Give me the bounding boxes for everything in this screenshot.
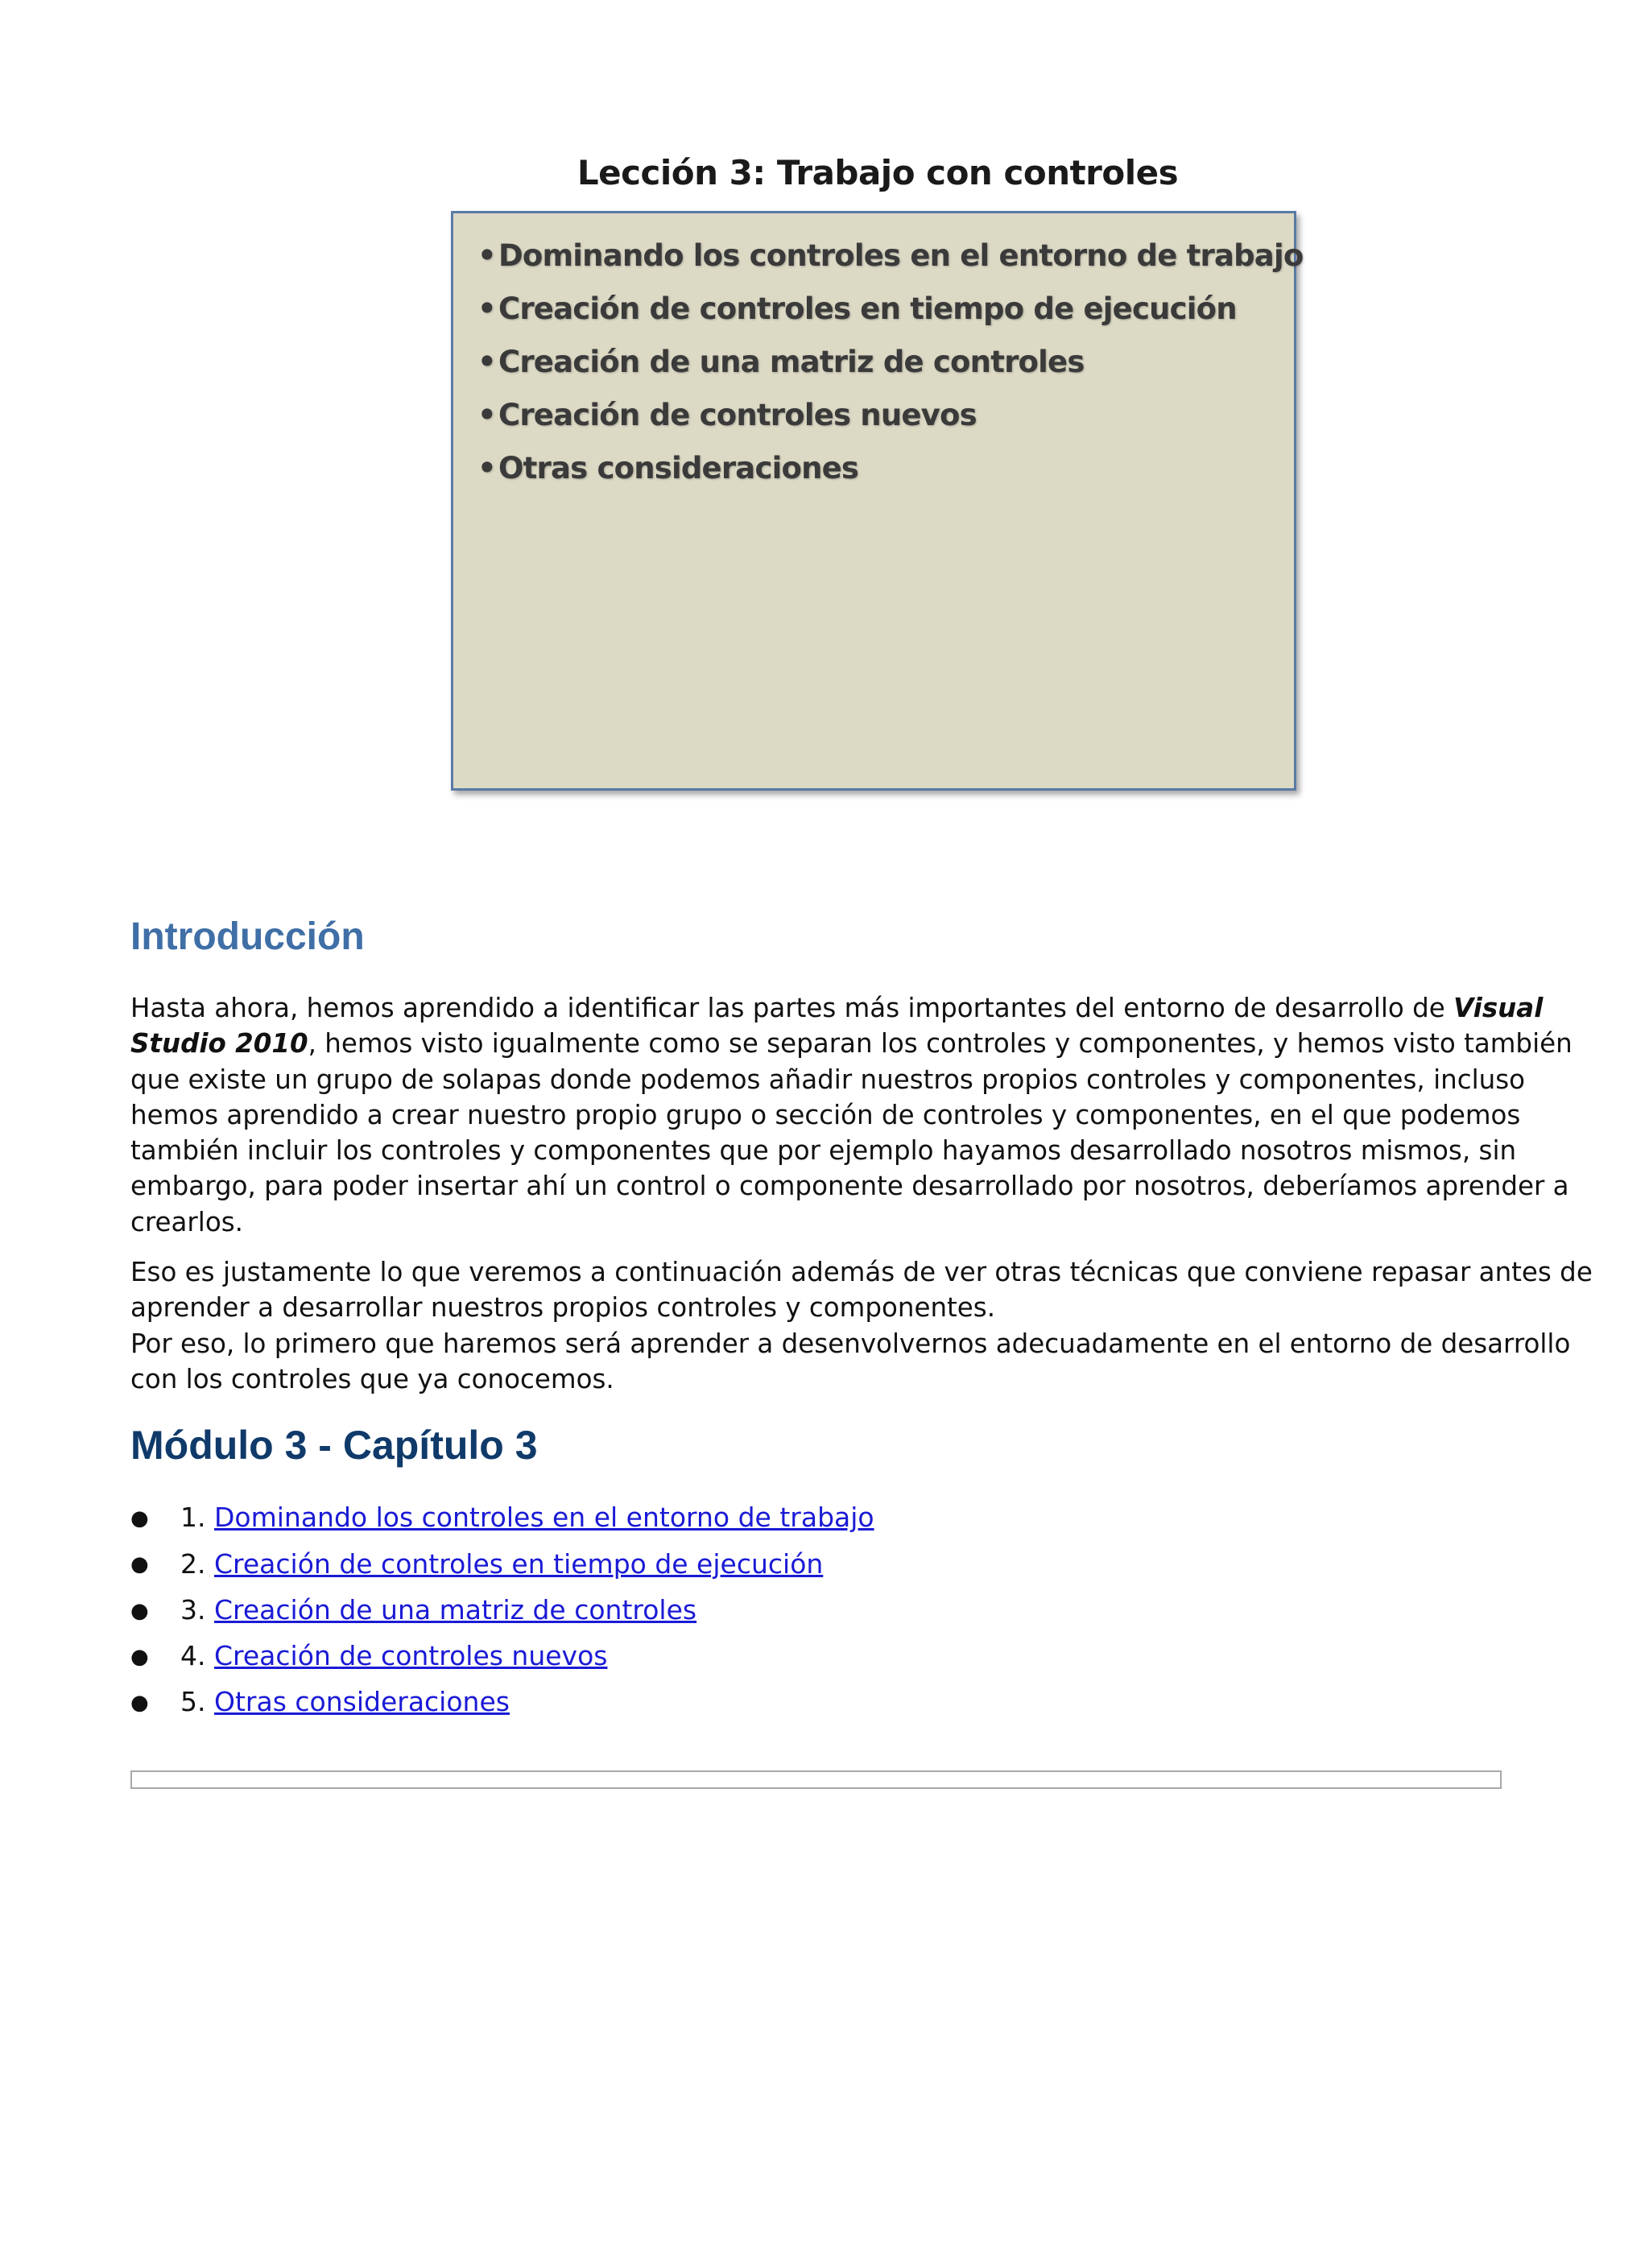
toc-item: [130, 1588, 1612, 1634]
toc-item: [130, 1679, 1612, 1725]
lesson-slide-item-label: Creación de una matriz de controles: [498, 345, 1085, 379]
lesson-slide-item-label: Otras consideraciones: [498, 451, 859, 485]
bullet-icon: ●: [130, 1691, 149, 1716]
toc-link[interactable]: Otras consideraciones: [214, 1686, 510, 1718]
lesson-slide-item-label: Dominando los controles en el entorno de trabajo: [498, 238, 1304, 273]
lesson-slide-item: [477, 336, 1294, 389]
lesson-slide-item: [477, 389, 1294, 442]
product-name: Visual Studio 2010: [130, 993, 1544, 1060]
intro-text: Por eso, lo primero que haremos será aprender a desenvolvernos adecuadamente en el entorno de desarrollo con los controles que ya conocemos.: [130, 1328, 1571, 1394]
lesson-slide-item: [477, 283, 1294, 336]
toc-number: 2.: [180, 1547, 206, 1580]
intro-text: Hasta ahora, hemos aprendido a identificar las partes más importantes del entorno de desarrollo de: [130, 993, 1454, 1023]
module-heading: Módulo 3 - Capítulo 3: [130, 1423, 538, 1469]
toc-item: [130, 1634, 1612, 1679]
bullet-icon: •: [477, 451, 496, 485]
lesson-slide-list: [453, 213, 1304, 495]
bullet-icon: •: [477, 398, 496, 432]
intro-paragraph-2: [130, 1254, 1612, 1397]
lesson-slide-image: [435, 145, 1320, 837]
toc-number: 1.: [180, 1502, 206, 1534]
intro-heading: Introducción: [130, 915, 365, 958]
bullet-icon: •: [477, 291, 496, 326]
toc-link[interactable]: Creación de controles nuevos: [214, 1640, 608, 1672]
toc-number: 4.: [180, 1640, 206, 1672]
bullet-icon: ●: [130, 1552, 149, 1577]
intro-text: Eso es justamente lo que veremos a continuación además de ver otras técnicas que conviene repasar antes de aprender a desarrollar nuestros propios controles y componentes.: [130, 1257, 1593, 1324]
bullet-icon: ●: [130, 1506, 149, 1531]
lesson-slide-title: Lección 3: Trabajo con controles: [577, 153, 1179, 192]
bottom-rule: [130, 1770, 1502, 1789]
toc-item: [130, 1495, 1612, 1541]
bullet-icon: ●: [130, 1644, 149, 1669]
chapter-toc: [130, 1495, 1612, 1725]
toc-link[interactable]: Creación de una matriz de controles: [214, 1593, 697, 1626]
bullet-icon: •: [477, 238, 496, 273]
toc-number: 3.: [180, 1593, 206, 1626]
toc-item: [130, 1542, 1612, 1588]
bullet-icon: ●: [130, 1598, 149, 1623]
intro-text: , hemos visto igualmente como se separan los controles y componentes, y hemos visto también que existe un grupo de solapas donde podemos añadir nuestros propios controles y componentes, incluso hemos aprendido a crear nuestro propio grupo o sección de controles y componentes, en el que podemos también incluir los controles y componentes que por ejemplo hayamos desarrollado nosotros mismos, sin embargo, para poder insertar ahí un control o componente desarrollado por nosotros, deberíamos aprender a crearlos.: [130, 1028, 1573, 1237]
lesson-slide-box: [451, 211, 1304, 791]
intro-paragraph-1: [130, 990, 1612, 1240]
bullet-icon: •: [477, 345, 496, 379]
toc-number: 5.: [180, 1686, 206, 1718]
lesson-slide-item-label: Creación de controles nuevos: [498, 398, 977, 432]
lesson-slide-item: [477, 229, 1304, 283]
main-content: [130, 902, 1612, 1726]
lesson-slide-item-label: Creación de controles en tiempo de ejecución: [498, 291, 1237, 326]
toc-link[interactable]: Dominando los controles en el entorno de trabajo: [214, 1502, 874, 1534]
toc-link[interactable]: Creación de controles en tiempo de ejecución: [214, 1547, 824, 1580]
lesson-slide-item: [477, 442, 1294, 495]
